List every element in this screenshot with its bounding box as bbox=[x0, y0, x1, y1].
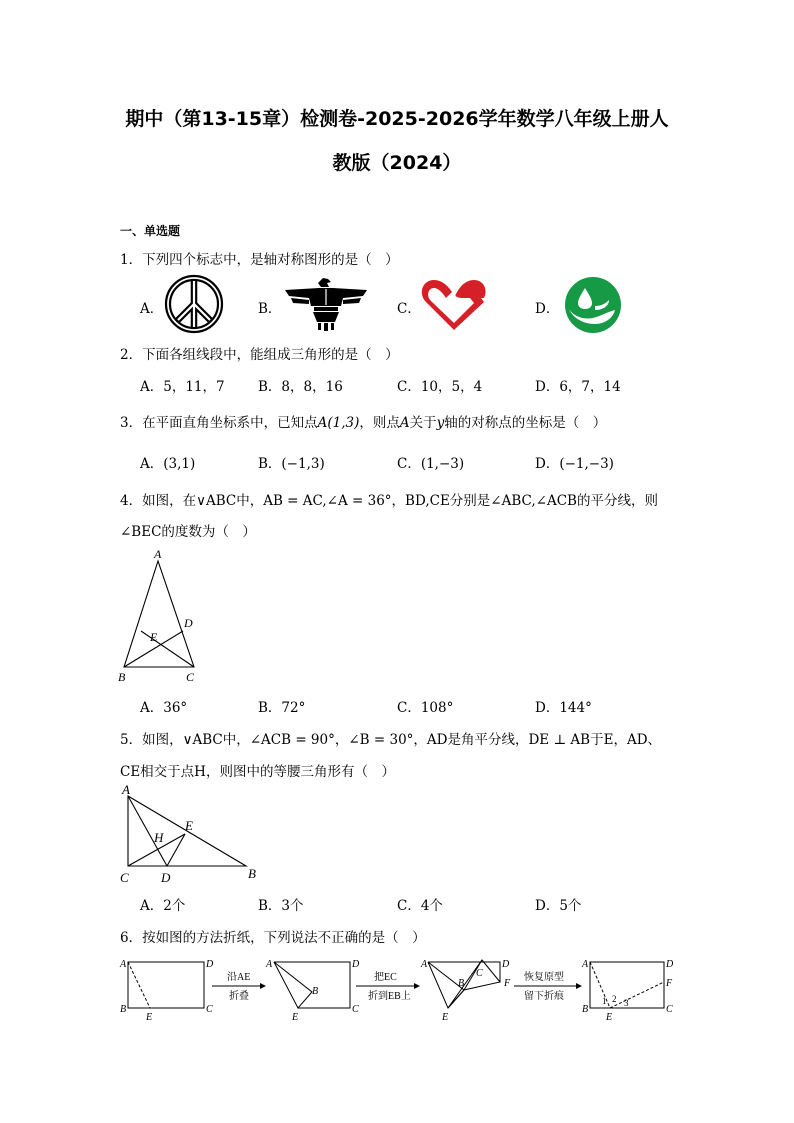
page-title-line2: 教版（2024） bbox=[332, 152, 462, 174]
q5-option-d: D．5个 bbox=[535, 898, 582, 914]
q3-axis: y bbox=[436, 415, 445, 431]
q6-f4-label-c: C bbox=[666, 1004, 673, 1015]
q6-f1-label-d: D bbox=[206, 959, 214, 970]
q5-triangle-figure bbox=[116, 782, 262, 886]
q6-folding-figure bbox=[116, 952, 684, 1024]
q6-f4-angle-2: 2 bbox=[612, 994, 617, 1004]
q4-label-e: E bbox=[150, 630, 158, 644]
q2-option-b: B．8，8，16 bbox=[258, 379, 343, 395]
q4-option-c: C．108° bbox=[397, 700, 454, 716]
question-3-stem bbox=[120, 411, 606, 431]
section-heading: 一、单选题 bbox=[120, 224, 181, 238]
q5-label-d: D bbox=[161, 870, 171, 885]
question-1-stem: 1．下列四个标志中，是轴对称图形的是（ ） bbox=[120, 252, 399, 268]
q1-option-b-label: B． bbox=[258, 301, 282, 317]
q6-f3-label-e: E bbox=[442, 1012, 449, 1023]
q3-point-name: A bbox=[399, 415, 410, 431]
question-5-stem-line2: CE相交于点H，则图中的等腰三角形有（ ） bbox=[120, 764, 395, 780]
q3-option-a: A．(3,1) bbox=[140, 456, 196, 472]
q1-option-c-label: C． bbox=[397, 301, 421, 317]
q2-option-c: C．10，5，4 bbox=[397, 379, 483, 395]
q3-option-c: C．(1,−3) bbox=[397, 456, 465, 472]
q4-option-b: B．72° bbox=[258, 700, 306, 716]
page-title: 期中（第13-15章）检测卷-2025-2026学年数学八年级上册人 bbox=[125, 108, 669, 130]
q3-stem-part-1: 3．在平面直角坐标系中，已知点 bbox=[120, 415, 318, 431]
q4-label-d: D bbox=[184, 616, 193, 630]
q6-f1-label-e: E bbox=[146, 1012, 153, 1023]
q3-point: A(1,3) bbox=[317, 415, 360, 431]
q5-label-e: E bbox=[185, 818, 193, 833]
question-4-stem-line1: 4．如图，在∨ABC中，AB = AC,∠A = 36°，BD,CE分别是∠ABC,∠ACB的平分线，则 bbox=[120, 493, 658, 509]
q3-stem-part-3: 关于 bbox=[409, 415, 437, 431]
q6-f2-label-c: C bbox=[352, 1004, 359, 1015]
q2-option-d: D．6，7，14 bbox=[535, 379, 621, 395]
q4-option-d: D．144° bbox=[535, 700, 592, 716]
question-4-stem-line2: ∠BEC的度数为（ ） bbox=[120, 524, 256, 540]
question-6-stem: 6．按如图的方法折纸，下列说法不正确的是（ ） bbox=[120, 930, 426, 946]
q6-f4-label-b: B bbox=[582, 1004, 589, 1015]
heart-hand-icon bbox=[418, 276, 490, 334]
q5-option-b: B．3个 bbox=[258, 898, 304, 914]
eagle-emblem-icon bbox=[283, 276, 369, 332]
q1-option-a-label: A． bbox=[140, 301, 164, 317]
q1-option-d-label: D． bbox=[535, 301, 560, 317]
q6-arrow-2-top: 把EC bbox=[374, 972, 397, 983]
q5-label-a: A bbox=[122, 782, 130, 797]
q6-f4-angle-1: 1 bbox=[602, 996, 607, 1006]
q3-option-b: B．(−1,3) bbox=[258, 456, 325, 472]
q3-stem-part-4: 轴的对称点的坐标是（ ） bbox=[444, 415, 607, 431]
q6-f4-label-d: D bbox=[666, 959, 674, 970]
q4-label-a: A bbox=[154, 547, 162, 561]
q5-option-c: C．4个 bbox=[397, 898, 443, 914]
q6-f4-label-e: E bbox=[606, 1012, 613, 1023]
q5-label-c: C bbox=[120, 870, 129, 885]
q4-label-b: B bbox=[118, 670, 126, 684]
q6-f4-label-f: F bbox=[666, 978, 673, 989]
q6-arrow-3-top: 恢复原型 bbox=[524, 972, 564, 983]
q6-arrow-3-bottom: 留下折痕 bbox=[524, 991, 564, 1002]
q5-option-a: A．2个 bbox=[140, 898, 186, 914]
q6-f3-label-d: D bbox=[502, 959, 510, 970]
water-drop-circle-icon bbox=[563, 276, 623, 334]
q4-label-c: C bbox=[186, 670, 195, 684]
q6-f4-angle-3: 3 bbox=[624, 998, 629, 1008]
q6-f3-label-c: C bbox=[476, 968, 483, 979]
q4-option-a: A．36° bbox=[140, 700, 188, 716]
q6-f1-label-a: A bbox=[120, 959, 127, 970]
q4-triangle-figure bbox=[116, 545, 202, 685]
q6-f1-label-b: B bbox=[120, 1004, 127, 1015]
q6-f2-label-b: B bbox=[312, 986, 319, 997]
q5-label-b: B bbox=[248, 866, 256, 881]
q6-f4-label-a: A bbox=[582, 959, 589, 970]
question-5-stem-line1: 5．如图，∨ABC中，∠ACB = 90°，∠B = 30°，AD是角平分线，DE ⊥ AB于E，AD、 bbox=[120, 732, 662, 748]
q6-arrow-1-bottom: 折叠 bbox=[229, 991, 249, 1002]
q6-f1-label-c: C bbox=[206, 1004, 213, 1015]
peace-sign-icon bbox=[163, 273, 225, 335]
q6-f2-label-a: A bbox=[266, 959, 273, 970]
q6-arrow-2-bottom: 折到EB上 bbox=[368, 991, 411, 1002]
q5-label-h: H bbox=[154, 830, 164, 845]
question-2-stem: 2．下面各组线段中，能组成三角形的是（ ） bbox=[120, 347, 399, 363]
q2-option-a: A．5，11，7 bbox=[140, 379, 225, 395]
q6-f3-label-f: F bbox=[504, 978, 511, 989]
q6-f3-label-a: A bbox=[421, 959, 428, 970]
q6-f2-label-e: E bbox=[292, 1012, 299, 1023]
q3-stem-part-2: ，则点 bbox=[359, 415, 400, 431]
q6-f3-label-b: B bbox=[458, 978, 465, 989]
q3-option-d: D．(−1,−3) bbox=[535, 456, 614, 472]
q6-arrow-1-top: 沿AE bbox=[227, 972, 251, 983]
q6-f2-label-d: D bbox=[352, 959, 360, 970]
